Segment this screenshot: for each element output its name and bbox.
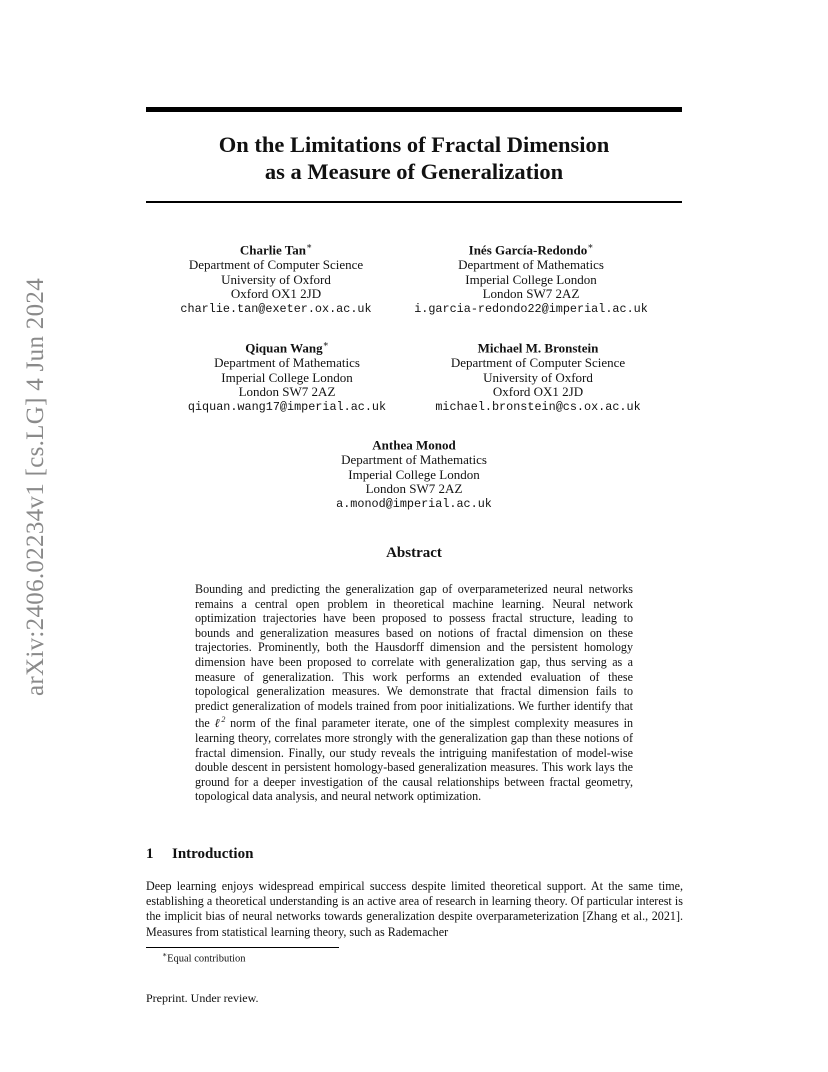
author-email[interactable]: qiquan.wang17@imperial.ac.uk [187, 399, 387, 414]
author-block [284, 434, 544, 511]
l2-norm-symbol: ℓ$^2$ [214, 715, 226, 731]
section-heading [146, 846, 253, 863]
preprint-note: Preprint. Under review. [146, 991, 259, 1005]
footnote-rule [146, 947, 339, 948]
abstract-text: Bounding and predicting the generalization gap of overparameterized neural networks remains a central open problem in theoretical machine learning. Neural network optimization trajectories have been proposed to possess fractal structure, leading to bounds and generalization measures based on notions of fractal dimension on these trajectories. Prominently, both the Hausdorff dimension and the persistent homology dimension have been proposed to correlate with generalization gap, thus serving as a measure of generalization. This work performs an extended evaluation of these topological generalization measures. We demonstrate that fractal dimension fails to predict generalization of models trained from poor initializations. We further identify that the ℓ$^2$ norm of the final parameter iterate, one of the simplest complexity measures in learning theory, correlates more strongly with the generalization gap than these notions of fractal dimension. Finally, our study reveals the intriguing manifestation of model-wise double descent in persistent homology-based generalization measures. This work lays the ground for a deeper investigation of the causal relationships between fractal geometry, topological data analysis, and neural network optimization. [195, 582, 633, 804]
author-department: Department of Mathematics [214, 354, 360, 370]
author-institution: Imperial College London [221, 369, 353, 385]
author-block [157, 337, 417, 414]
author-department: Department of Computer Science [188, 256, 364, 272]
author-name: Qiquan Wang∗ [245, 339, 329, 356]
footnote: ∗Equal contribution [162, 950, 246, 965]
arxiv-stamp: arXiv:2406.02234v1 [cs.LG] 4 Jun 2024 [22, 278, 49, 696]
author-block [408, 337, 668, 414]
author-name: Inés García-Redondo∗ [468, 241, 594, 258]
author-institution: Imperial College London [465, 271, 597, 287]
introduction-text: Deep learning enjoys widespread empirical success despite limited theoretical support. At the same time, establishing a theoretical understanding is an active area of research in learning theory. Of particular interest is the implicit bias of neural networks towards generalization despite overparameterization [Zhang et al., 2021]. Measures from statistical learning theory, such as Rademacher [146, 879, 683, 939]
title-bottom-rule [146, 201, 682, 203]
author-block [401, 239, 661, 316]
author-institution: University of Oxford [483, 369, 593, 385]
paper-title [146, 131, 682, 185]
author-name: Michael M. Bronstein [477, 340, 599, 356]
author-name: Anthea Monod [372, 437, 456, 453]
title-line-2: as a Measure of Generalization [264, 159, 564, 184]
author-address: London SW7 2AZ [365, 481, 463, 497]
author-block [146, 239, 406, 316]
author-email[interactable]: i.garcia-redondo22@imperial.ac.uk [414, 301, 648, 316]
author-email[interactable]: michael.bronstein@cs.ox.ac.uk [435, 399, 641, 414]
author-address: Oxford OX1 2JD [230, 286, 322, 302]
abstract-heading: Abstract [386, 545, 442, 561]
author-department: Department of Mathematics [341, 451, 487, 467]
title-line-1: On the Limitations of Fractal Dimension [218, 132, 610, 157]
author-institution: University of Oxford [221, 271, 331, 287]
author-email[interactable]: charlie.tan@exeter.ox.ac.uk [180, 301, 372, 316]
author-address: London SW7 2AZ [238, 384, 336, 400]
author-address: Oxford OX1 2JD [492, 384, 584, 400]
author-address: London SW7 2AZ [482, 286, 580, 302]
author-institution: Imperial College London [348, 466, 480, 482]
title-top-rule [146, 107, 682, 112]
section-number: 1 [146, 846, 154, 862]
author-name: Charlie Tan∗ [239, 241, 313, 258]
author-department: Department of Mathematics [458, 256, 604, 272]
author-department: Department of Computer Science [450, 354, 626, 370]
section-title: Introduction [172, 846, 254, 862]
author-email[interactable]: a.monod@imperial.ac.uk [336, 496, 492, 511]
